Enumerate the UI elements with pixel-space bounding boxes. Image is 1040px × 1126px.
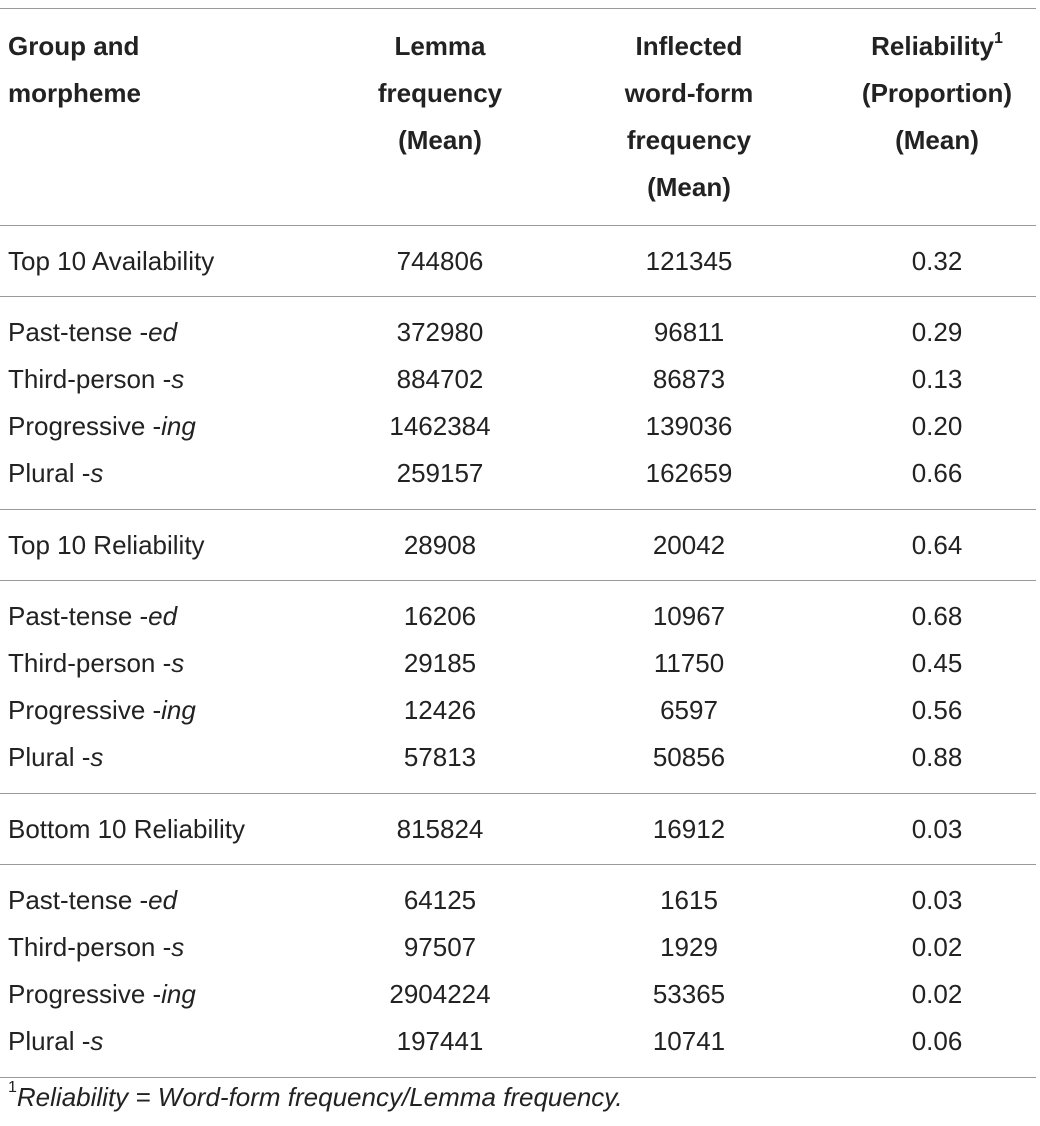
reliability-cell: 0.68 (911, 601, 963, 631)
table-row (0, 687, 1036, 734)
header-text: word-form (624, 78, 754, 108)
footnote-marker: 1 (8, 1079, 17, 1097)
header-group-morpheme (0, 9, 340, 226)
lemma-frequency-cell: 197441 (340, 1018, 540, 1078)
reliability-cell: 0.45 (911, 648, 963, 678)
lemma-frequency-cell: 372980 (396, 317, 484, 347)
wordform-frequency-cell: 10967 (652, 601, 726, 631)
table-body (0, 226, 1036, 1078)
morpheme-suffix: s (90, 742, 104, 772)
table-row-group (0, 510, 1036, 581)
reliability-cell: 0.03 (911, 885, 963, 915)
table-header (0, 9, 1036, 226)
morpheme-prefix: Plural - (8, 458, 91, 488)
lemma-frequency-cell: 815824 (340, 794, 540, 865)
header-text: Group and (8, 31, 140, 61)
header-text: morpheme (8, 78, 141, 108)
header-text: Reliability (871, 31, 994, 61)
morpheme-prefix: Past-tense - (8, 601, 149, 631)
header-lemma-frequency (340, 9, 540, 226)
lemma-frequency-cell: 29185 (403, 648, 477, 678)
morpheme-suffix: ing (161, 411, 196, 441)
morpheme-prefix: Progressive - (8, 695, 162, 725)
reliability-cell: 0.02 (911, 932, 963, 962)
wordform-frequency-cell: 1615 (660, 885, 718, 915)
morpheme-suffix: ed (148, 317, 178, 347)
wordform-frequency-cell: 53365 (652, 979, 726, 1009)
group-label: Top 10 Reliability (0, 510, 340, 581)
reliability-cell: 0.02 (911, 979, 963, 1009)
group-label: Bottom 10 Reliability (0, 794, 340, 865)
morpheme-label (0, 403, 340, 450)
lemma-frequency-cell: 744806 (340, 226, 540, 297)
group-label: Top 10 Availability (0, 226, 340, 297)
lemma-frequency-cell: 12426 (403, 695, 477, 725)
morpheme-suffix: s (90, 1026, 104, 1056)
wordform-frequency-cell: 16912 (540, 794, 838, 865)
morpheme-label (0, 687, 340, 734)
header-text (838, 23, 1036, 70)
lemma-frequency-cell: 64125 (403, 885, 477, 915)
lemma-frequency-cell: 2904224 (389, 979, 491, 1009)
morpheme-label (0, 640, 340, 687)
table-row-group (0, 226, 1036, 297)
morpheme-prefix: Progressive - (8, 979, 162, 1009)
wordform-frequency-cell: 10741 (540, 1018, 838, 1078)
morpheme-suffix: s (90, 458, 104, 488)
reliability-cell: 0.56 (911, 695, 963, 725)
table-row (0, 971, 1036, 1018)
wordform-frequency-cell: 20042 (540, 510, 838, 581)
reliability-cell: 0.06 (838, 1018, 1036, 1078)
reliability-cell: 0.66 (838, 450, 1036, 510)
header-wordform-frequency (540, 9, 838, 226)
morpheme-suffix: ing (161, 979, 196, 1009)
morpheme-prefix: Past-tense - (8, 317, 149, 347)
header-text: Inflected (635, 31, 743, 61)
morpheme-suffix: ed (148, 601, 178, 631)
table-row (0, 865, 1036, 925)
table-row (0, 640, 1036, 687)
table-row-group (0, 794, 1036, 865)
wordform-frequency-cell: 6597 (660, 695, 718, 725)
table-row (0, 581, 1036, 641)
morpheme-suffix: ing (161, 695, 196, 725)
lemma-frequency-cell: 259157 (340, 450, 540, 510)
lemma-frequency-cell: 57813 (340, 734, 540, 794)
morpheme-label (0, 971, 340, 1018)
wordform-frequency-cell: 162659 (540, 450, 838, 510)
morpheme-prefix: Plural - (8, 1026, 91, 1056)
wordform-frequency-cell: 11750 (653, 648, 725, 678)
reliability-cell: 0.20 (911, 411, 963, 441)
reliability-cell: 0.29 (911, 317, 963, 347)
wordform-frequency-cell: 50856 (540, 734, 838, 794)
morpheme-label (0, 924, 340, 971)
header-text: frequency (377, 78, 503, 108)
frequency-table (0, 8, 1036, 1078)
morpheme-prefix: Progressive - (8, 411, 162, 441)
lemma-frequency-cell: 1462384 (389, 411, 491, 441)
morpheme-label (0, 356, 340, 403)
wordform-frequency-cell: 96811 (653, 317, 725, 347)
lemma-frequency-cell: 884702 (396, 364, 484, 394)
header-text: (Mean) (398, 125, 482, 155)
reliability-cell: 0.64 (838, 510, 1036, 581)
header-text: frequency (626, 125, 752, 155)
header-text: (Proportion) (861, 78, 1013, 108)
footnote-marker: 1 (993, 30, 1003, 48)
footnote-text: Reliability = Word-form frequency/Lemma frequency. (16, 1082, 623, 1112)
table-row (0, 297, 1036, 357)
lemma-frequency-cell: 16206 (403, 601, 477, 631)
morpheme-label (0, 734, 340, 794)
morpheme-prefix: Past-tense - (8, 885, 149, 915)
morpheme-suffix: s (171, 364, 185, 394)
morpheme-label (0, 450, 340, 510)
table-row (0, 403, 1036, 450)
footnote (8, 1079, 623, 1113)
lemma-frequency-cell: 28908 (340, 510, 540, 581)
morpheme-prefix: Plural - (8, 742, 91, 772)
table-row (0, 924, 1036, 971)
table-row (0, 734, 1036, 794)
morpheme-label (0, 865, 340, 925)
wordform-frequency-cell: 1929 (660, 932, 718, 962)
table-row (0, 1018, 1036, 1078)
header-reliability (838, 9, 1036, 226)
morpheme-suffix: s (171, 648, 185, 678)
morpheme-suffix: ed (148, 885, 178, 915)
lemma-frequency-cell: 97507 (403, 932, 477, 962)
reliability-cell: 0.03 (838, 794, 1036, 865)
morpheme-label (0, 297, 340, 357)
header-text: (Mean) (647, 172, 731, 202)
morpheme-label (0, 581, 340, 641)
header-text: (Mean) (895, 125, 979, 155)
reliability-cell: 0.13 (911, 364, 963, 394)
morpheme-prefix: Third-person - (8, 932, 172, 962)
morpheme-label (0, 1018, 340, 1078)
table-row (0, 356, 1036, 403)
header-text: Lemma (394, 31, 486, 61)
wordform-frequency-cell: 121345 (540, 226, 838, 297)
wordform-frequency-cell: 139036 (645, 411, 733, 441)
morpheme-prefix: Third-person - (8, 648, 172, 678)
wordform-frequency-cell: 86873 (652, 364, 726, 394)
morpheme-prefix: Third-person - (8, 364, 172, 394)
morpheme-suffix: s (171, 932, 185, 962)
reliability-cell: 0.88 (838, 734, 1036, 794)
table-row (0, 450, 1036, 510)
reliability-cell: 0.32 (838, 226, 1036, 297)
